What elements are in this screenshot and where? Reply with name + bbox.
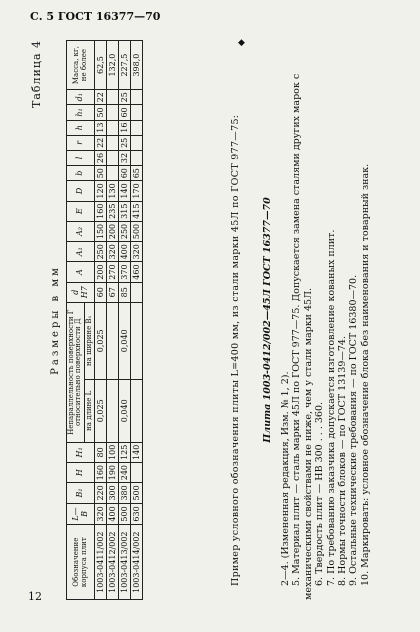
cell-mass: 132,0 [107,41,119,90]
cell-D: 120 [95,181,107,201]
table-label: Таблица 4 [30,40,43,108]
cell-A1: 400 [119,242,131,262]
cell-H: 160 [95,462,107,482]
cell-A2: 500 [131,221,143,241]
designation-example-code: Плита 1003-0412/002—45Л ГОСТ 16377—70 [262,197,273,443]
table-row [107,41,119,600]
cell-h1 [107,105,119,120]
header-designation: Обозначение корпуса плит [67,525,95,600]
cell-E: 160 [95,201,107,221]
header-flatness-length: на длине L [84,379,94,442]
cell-r: 25 [119,135,131,150]
designation-example: Пример условного обозначения плиты L=400 мм, из стали марки 45Л по ГОСТ 977—75: [230,114,241,586]
cell-b: 65 [131,166,143,181]
cell-mass: 398,0 [131,41,143,90]
cell-flat-len [107,379,119,442]
cell-h [107,120,119,135]
header-D: D [67,181,95,201]
header-h: h [67,120,95,135]
cell-l: 26 [95,150,107,165]
cell-A2: 200 [107,221,119,241]
cell-A1: 320 [107,242,119,262]
header-E: E [67,201,95,221]
cell-h1: 60 [119,105,131,120]
cell-L-B: 400 [107,503,119,525]
cell-E: 235 [107,201,119,221]
note-item: 7. По требованию заказчика допускается изготовление кованых плит. [325,229,337,586]
cell-B1: 220 [95,483,107,503]
cell-r [107,135,119,150]
cell-flat-wid [131,302,143,379]
table-caption: Размеры в мм [50,265,61,375]
cell-h: 16 [119,120,131,135]
note-item: 6. Твердость плит — НВ 300 . . . 360. [314,401,326,586]
table-row [95,41,107,600]
cell-E: 315 [119,201,131,221]
cell-L-B: 630 [131,503,143,525]
header-mass: Масса, кг, не более [67,41,95,90]
cell-E: 415 [131,201,143,221]
cell-flat-len: 0,025 [95,379,107,442]
cell-D: 170 [131,181,143,201]
cell-designation: 1003-0411/002 [95,525,107,600]
cell-mass: 62,5 [95,41,107,90]
header-A: A [67,262,95,282]
cell-H1: 125 [119,442,131,462]
header-H: H [67,462,95,482]
cell-d1: 25 [119,90,131,105]
cell-H: 240 [119,462,131,482]
note-item: 5. Материал плит — сталь марки 45Л по ГОСТ 977—75. Допускается замена сталями других марок с механическими свойствами не ниже, чем у стали марки 45Л. [291,73,314,600]
cell-h [131,120,143,135]
cell-r [131,135,143,150]
header-B1: B₁ [67,483,95,503]
header-d1: d₁ [67,90,95,105]
header-H1: H₁ [67,442,95,462]
cell-r: 22 [95,135,107,150]
header-l: l [67,150,95,165]
cell-designation: 1003-0413/002 [119,525,131,600]
cell-d1 [131,90,143,105]
cell-A: 200 [95,262,107,282]
header-A2: A₂ [67,221,95,241]
cell-flat-len [131,379,143,442]
cell-h: 13 [95,120,107,135]
cell-flat-wid: 0,025 [95,302,107,379]
note-item: 2—4. (Измененная редакция, Изм. № 1, 2). [280,371,291,586]
cell-d [131,282,143,302]
cell-b: 50 [95,166,107,181]
header-flatness: Непараллельность поверхности Г относительно поверхности Д [67,302,85,442]
cell-h1 [131,105,143,120]
page-header: С. 5 ГОСТ 16377—70 [30,10,161,23]
cell-l [131,150,143,165]
cell-H1: 100 [107,442,119,462]
cell-B1: 300 [107,483,119,503]
cell-d1: 22 [95,90,107,105]
cell-designation: 1003-0412/002 [107,525,119,600]
cell-l [107,150,119,165]
header-b: b [67,166,95,181]
cell-d: 67 [107,282,119,302]
cell-A2: 150 [95,221,107,241]
cell-d1 [107,90,119,105]
page-number: 12 [28,590,42,603]
table-row [131,41,143,600]
cell-A: 460 [131,262,143,282]
header-d: d H7 [67,282,95,302]
header-r: r [67,135,95,150]
cell-h1: 50 [95,105,107,120]
header-L-B: L—B [67,503,95,525]
cell-d: 85 [119,282,131,302]
header-flatness-width: на ширине B₁ [84,302,94,379]
cell-B1: 500 [131,483,143,503]
cell-b [107,166,119,181]
cell-A1: 320 [131,242,143,262]
note-item: 8. Нормы точности блоков — по ГОСТ 13139—74. [336,336,348,586]
cell-H1: 80 [95,442,107,462]
note-item: 9. Остальные технические требования — по ГОСТ 16380—70. [348,274,360,586]
cell-D: 140 [119,181,131,201]
cell-l: 32 [119,150,131,165]
header-h1: h₁ [67,105,95,120]
cell-A: 370 [119,262,131,282]
cell-A1: 250 [95,242,107,262]
dimensions-table [66,40,143,600]
cell-B1: 380 [119,483,131,503]
cell-mass: 227,5 [119,41,131,90]
header-A1: A₁ [67,242,95,262]
cell-designation: 1003-0414/002 [131,525,143,600]
cell-b: 60 [119,166,131,181]
print-mark: ◆ [238,38,245,48]
cell-flat-wid: 0,040 [119,302,131,379]
cell-flat-wid [107,302,119,379]
technical-notes [280,40,371,600]
note-item: 10. Маркировать: условное обозначение блока без наименования и товарный знак. [359,163,371,586]
cell-L-B: 500 [119,503,131,525]
cell-flat-len: 0,040 [119,379,131,442]
cell-H: 190 [107,462,119,482]
table-row [119,41,131,600]
cell-H [131,462,143,482]
cell-H1: 140 [131,442,143,462]
cell-A: 270 [107,262,119,282]
cell-d: 60 [95,282,107,302]
cell-A2: 250 [119,221,131,241]
cell-D: 130 [107,181,119,201]
rotated-content [30,40,400,600]
cell-L-B: 320 [95,503,107,525]
